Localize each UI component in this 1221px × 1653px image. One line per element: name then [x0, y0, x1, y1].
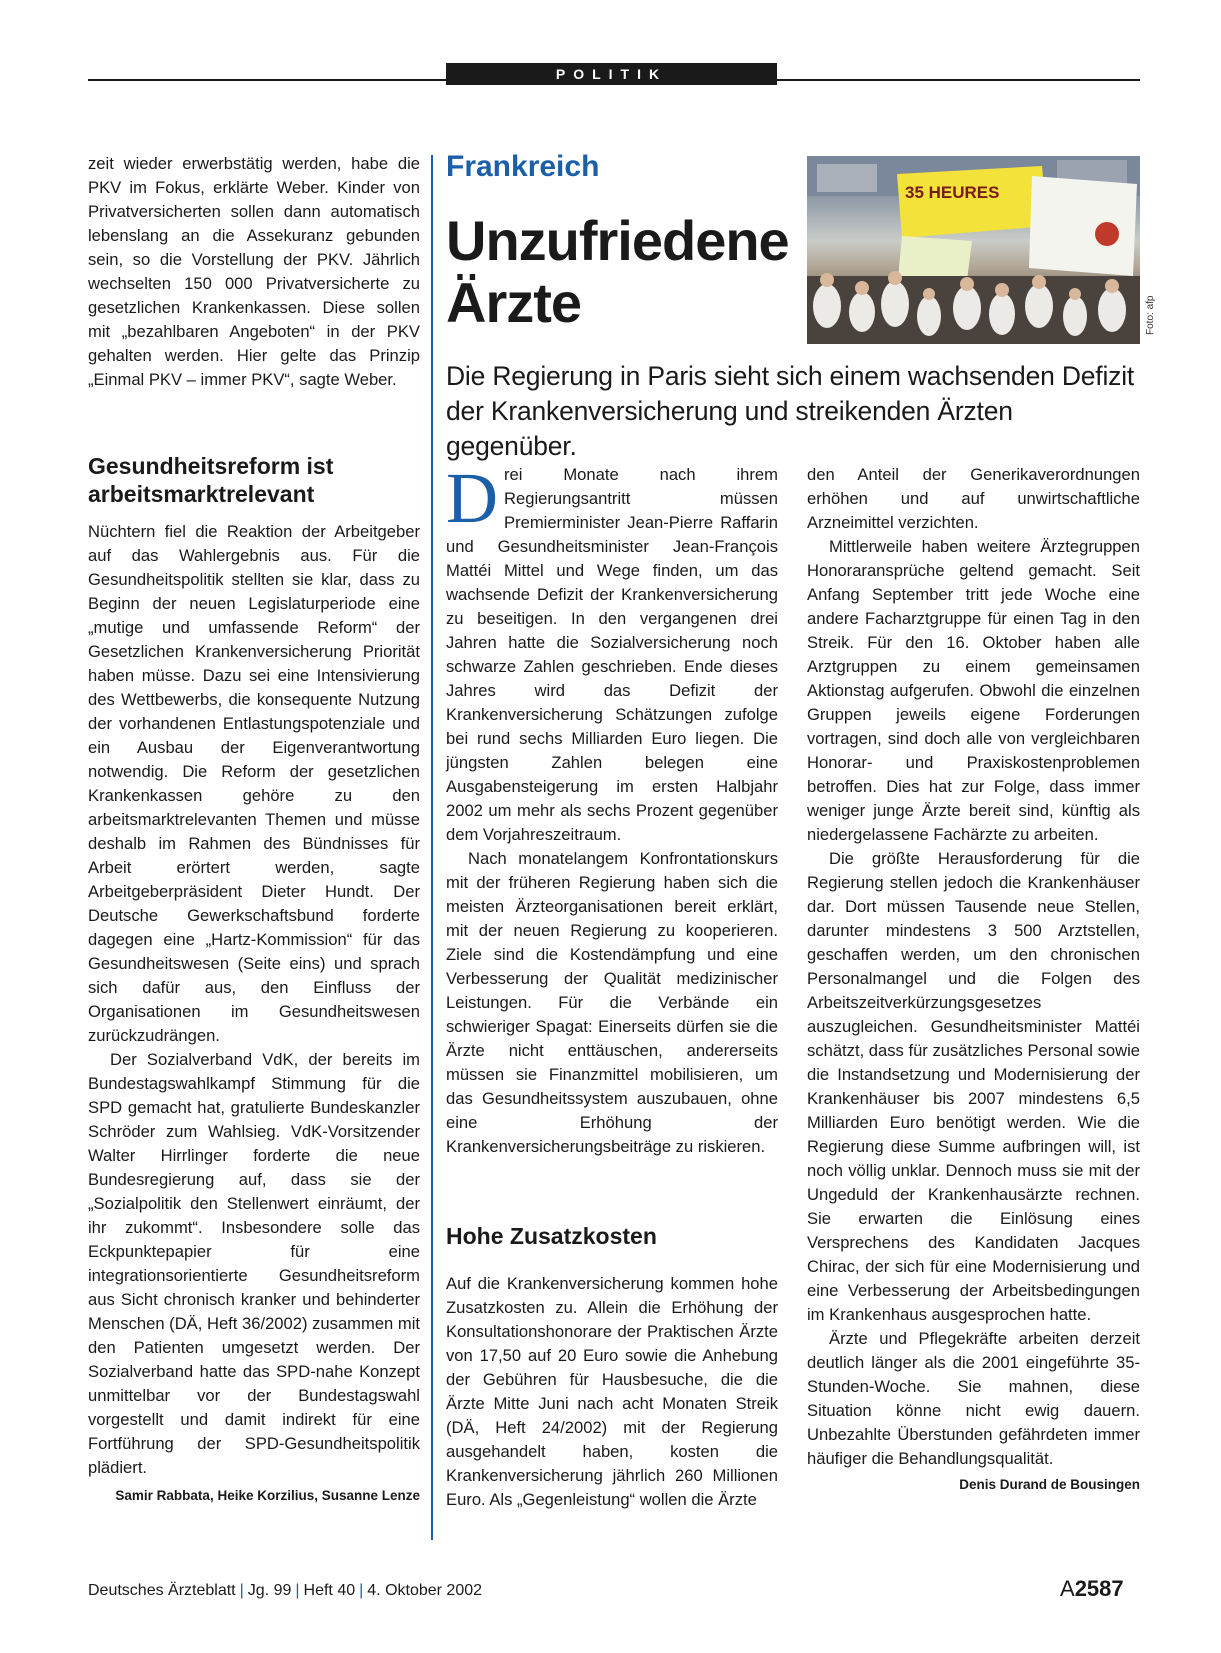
photo-credit: Foto: afp: [1145, 295, 1156, 335]
journal-name: Deutsches Ärzteblatt: [88, 1582, 236, 1599]
footer-separator: |: [295, 1582, 300, 1599]
mid-paragraph-1: [446, 458, 778, 847]
mid-body-text: [446, 458, 778, 1159]
page-prefix: A: [1060, 1576, 1075, 1601]
journal-volume: Jg. 99: [247, 1582, 292, 1599]
right-paragraph-1: den Anteil der Generikaverordnungen erhöhen und auf unwirtschaftliche Arzneimittel verzichten.: [807, 465, 1140, 532]
mid-subhead: [446, 1222, 778, 1250]
page-number-value: 2587: [1074, 1576, 1124, 1601]
left-authors: Samir Rabbata, Heike Korzilius, Susanne Lenze: [115, 1488, 420, 1503]
mid-body-text-2: [446, 1272, 778, 1512]
journal-issue: Heft 40: [303, 1582, 356, 1599]
mid-paragraph-3: Auf die Krankenversicherung kommen hohe Zusatzkosten zu. Allein die Erhöhung der Konsultationshonorare der Praktischen Ärzte von 17,50 auf 20 Euro sowie die Anhebung der Gebühren für Hausbesuche, die die Ärzte Mitte Juni nach acht Monaten Streik (DÄ, Heft 24/2002) mit der Regierung ausgehandelt haben, kosten die Krankenversicherung jährlich 260 Millionen Euro. Als „Gegenleistung“ wollen die Ärzte: [446, 1274, 778, 1509]
footer-separator: |: [359, 1582, 364, 1599]
headline-line-1: Unzufriedene: [446, 209, 789, 272]
mid-paragraph-1-text: rei Monate nach ihrem Regierungsantritt müssen Premierminister Jean-Pierre Raffarin und Gesundheitsminister Jean-François Mattéi Mittel und Wege finden, um das wachsende Defizit der Krankenversicherung zu beseitigen. In den vergangenen drei Jahren hatte die Sozialversicherung noch schwarze Zahlen geschrieben. Ende dieses Jahres wird das Defizit der Krankenversicherung Schätzungen zufolge bei rund sechs Milliarden Euro liegen. Die jüngsten Zahlen belegen eine Ausgabensteigerung im ersten Halbjahr 2002 um mehr als sechs Prozent gegenüber dem Vorjahreszeitraum.: [446, 465, 778, 844]
mid-subhead-text: Hohe Zusatzkosten: [446, 1223, 657, 1249]
headline-line-2: Ärzte: [446, 271, 582, 334]
section-label: POLITIK: [446, 63, 777, 85]
drop-cap: D: [446, 458, 498, 538]
article-photo: [807, 156, 1140, 344]
left-body-text: [88, 520, 420, 1508]
right-paragraph-2: Mittlerweile haben weitere Ärztegruppen Honoraransprüche geltend gemacht. Seit Anfang September tritt jede Woche eine andere Facharztgruppe für einen Tag in den Streik. Für den 16. Oktober haben alle Arztgruppen zu einem gemeinsamen Aktionstag aufgerufen. Obwohl die einzelnen Gruppen jeweils eigene Forderungen vortragen, sind doch alle von vergleichbaren Honorar- und Praxiskostenproblemen betroffen. Dies hat zur Folge, dass immer weniger junge Ärzte bereit sind, künftig als niedergelassene Fachärzte zu arbeiten.: [807, 537, 1140, 844]
article-author: Denis Durand de Bousingen: [959, 1477, 1140, 1492]
article-deck: Die Regierung in Paris sieht sich einem wachsenden Defizit der Krankenversicherung und streikenden Ärzten gegenüber.: [446, 361, 1135, 461]
protest-photo-illustration: [807, 156, 1140, 344]
left-subhead-text: Gesundheitsreform ist arbeitsmarktrelevant: [88, 453, 334, 507]
right-body-text: [807, 463, 1140, 1497]
left-intro-text: [88, 152, 420, 392]
article-headline: [446, 209, 789, 334]
right-paragraph-3: Die größte Herausforderung für die Regierung stellen jedoch die Krankenhäuser dar. Dort müssen Tausende neue Stellen, darunter mindestens 3 500 Arztstellen, geschaffen werden, um den chronischen Personalmangel und die Folgen des Arbeitszeitverkürzungsgesetzes auszugleichen. Gesundheitsminister Mattéi schätzt, dass für zusätzliches Personal sowie die Instandsetzung und Modernisierung der Krankenhäuser bis 2007 mindestens 6,5 Milliarden Euro benötigt werden. Wie die Regierung diese Summe aufbringen will, ist noch völlig unklar. Dennoch muss sie mit der Ungeduld der Krankenhausärzte rechnen. Sie erwarten die Einlösung eines Versprechens des Kandidaten Jacques Chirac, der sich für eine Modernisierung und eine Verbesserung der Arbeitsbedingungen im Krankenhaus ausgesprochen hatte.: [807, 849, 1140, 1324]
photo-banner-text: 35 HEURES: [905, 183, 1000, 202]
left-subhead: [88, 452, 420, 508]
right-paragraph-4: Ärzte und Pflegekräfte arbeiten derzeit deutlich länger als die 2001 eingeführte 35-Stunden-Woche. Sie mahnen, diese Situation könne nicht ewig dauern. Unbezahlte Überstunden gefährdeten immer häufiger die Behandlungsqualität.: [807, 1329, 1140, 1468]
page-number: [1060, 1576, 1124, 1602]
left-paragraph-2: Der Sozialverband VdK, der bereits im Bundestagswahlkampf Stimmung für die SPD gemacht hat, gratulierte Bundeskanzler Schröder zum Wahlsieg. VdK-Vorsitzender Walter Hirrlinger forderte die neue Bundesregierung auf, dass sie der „Sozialpolitik den Stellenwert einräumt, der ihr zukommt“. Insbesondere solle das Eckpunktepapier für eine integrationsorientierte Gesundheitsreform aus Sicht chronisch kranker und behinderter Menschen (DÄ, Heft 36/2002) zusammen mit den Patienten umgesetzt werden. Der Sozialverband hatte das SPD-nahe Konzept unmittelbar vor der Bundestagswahl vorgestellt und damit indirekt für eine Fortführung der SPD-Gesundheitspolitik plädiert.: [88, 1050, 421, 1477]
left-paragraph-1: Nüchtern fiel die Reaktion der Arbeitgeber auf das Wahlergebnis aus. Für die Gesundheitspolitik stellten sie klar, dass zu Beginn der neuen Legislaturperiode eine „mutige und umfassende Reform“ der Gesetzlichen Krankenversicherung Priorität haben müsse. Dazu sei eine Intensivierung des Wettbewerbs, die konsequente Nutzung der vorhandenen Entlastungspotenziale und ein Ausbau der Eigenverantwortung notwendig. Die Reform der gesetzlichen Krankenkassen gehöre zu den arbeitsmarktrelevanten Themen und müsse deshalb im Rahmen des Bündnisses für Arbeit erörtert werden, sagte Arbeitgeberpräsident Dieter Hundt. Der Deutsche Gewerkschaftsbund forderte dagegen eine „Hartz-Kommission“ für das Gesundheitswesen (Seite eins) und sprach sich dafür aus, den Einfluss der Organisationen im Gesundheitswesen zurückzudrängen.: [88, 522, 420, 1045]
mid-paragraph-2: Nach monatelangem Konfrontationskurs mit der früheren Regierung haben sich die meisten Ärzteorganisationen bereit erklärt, mit der neuen Regierung zu kooperieren. Ziele sind die Kostendämpfung und eine Verbesserung der Qualität medizinischer Leistungen. Für die Verbände ein schwieriger Spagat: Einerseits dürfen sie die Ärzte nicht enttäuschen, andererseits müssen sie Finanzmittel mobilisieren, um das Gesundheitssystem auszubauen, ohne eine Erhöhung der Krankenversicherungsbeiträge zu riskieren.: [446, 849, 778, 1156]
footer-separator: |: [239, 1582, 244, 1599]
left-intro-paragraph: zeit wieder erwerbstätig werden, habe die PKV im Fokus, erklärte Weber. Kinder von Privatversicherten sollen dann automatisch lebenslang an die Assekuranz gebunden sein, so die Vorstellung der PKV. Jährlich wechselten 150 000 Privatversicherte zu gesetzlichen Krankenkassen. Diese sollen mit „bezahlbaren Angeboten“ in der PKV gehalten werden. Hier gelte das Prinzip „Einmal PKV – immer PKV“, sagte Weber.: [88, 154, 420, 389]
column-divider: [431, 155, 433, 1540]
page-footer: [88, 1582, 482, 1600]
issue-date: 4. Oktober 2002: [367, 1582, 483, 1599]
article-kicker: Frankreich: [446, 150, 600, 183]
